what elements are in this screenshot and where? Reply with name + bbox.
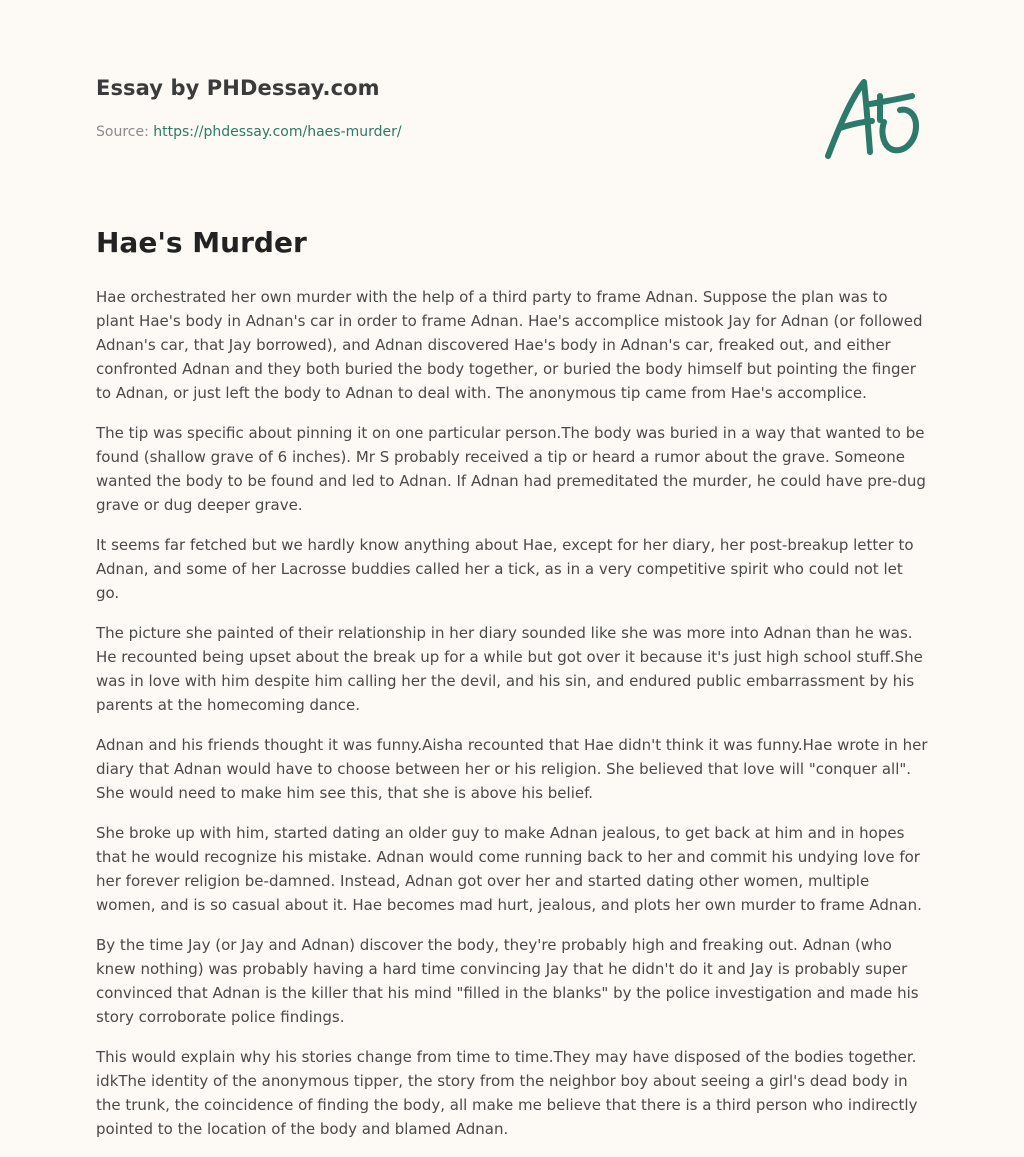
essay-paragraph: This would explain why his stories change from time to time.They may have disposed of the bodies together. idkThe identity of the anonymous tipper, the story from the neighbor boy about seeing a girl's dead body in the trunk, the coincidence of finding the body, all make me believe that there is a third person who indirectly pointed to the location of the body and blamed Adnan. <box>96 1048 918 1138</box>
essay-body <box>96 285 928 1157</box>
essay-paragraph: She broke up with him, started dating an older guy to make Adnan jealous, to get back at him and in hopes that he would recognize his mistake. Adnan would come running back to her and commit his undying love for her forever religion be-damned. Instead, Adnan got over her and started dating other women, multiple women, and is so casual about it. Hae becomes mad hurt, jealous, and plots her own murder to frame Adnan. <box>96 824 922 914</box>
essay-paragraph: The picture she painted of their relationship in her diary sounded like she was more into Adnan than he was. He recounted being upset about the break up for a while but got over it because it's just high school stuff.She was in love with him despite him calling her the devil, and his sin, and endured public embarrassment by his parents at the homecoming dance. <box>96 624 923 714</box>
essay-paragraph: It seems far fetched but we hardly know anything about Hae, except for her diary, her post-breakup letter to Adnan, and some of her Lacrosse buddies called her a tick, as in a very competitive spirit who could not let go. <box>96 536 914 602</box>
essay-paragraph: Hae orchestrated her own murder with the help of a third party to frame Adnan. Suppose the plan was to plant Hae's body in Adnan's car in order to frame Adnan. Hae's accomplice mistook Jay for Adnan (or followed Adnan's car, that Jay borrowed), and Adnan discovered Hae's body in Adnan's car, freaked out, and either confronted Adnan and they both buried the body together, or buried the body himself but pointing the finger to Adnan, or just left the body to Adnan to deal with. The anonymous tip came from Hae's accomplice. <box>96 288 923 402</box>
essay-paragraph: Adnan and his friends thought it was funny.Aisha recounted that Hae didn't think it was funny.Hae wrote in her diary that Adnan would have to choose between her or his religion. She believed that love will "conquer all". She would need to make him see this, that she is above his belief. <box>96 736 928 802</box>
essay-paragraph: The tip was specific about pinning it on one particular person.The body was buried in a way that wanted to be found (shallow grave of 6 inches). Mr S probably received a tip or heard a rumor about the grave. Someone wanted the body to be found and led to Adnan. If Adnan had premeditated the murder, he could have pre-dug grave or dug deeper grave. <box>96 424 926 514</box>
brand-title: Essay by PHDessay.com <box>96 76 380 100</box>
essay-paragraph: By the time Jay (or Jay and Adnan) discover the body, they're probably high and freaking out. Adnan (who knew nothing) was probably having a hard time convincing Jay that he didn't do it and Jay is probably super convinced that Adnan is the killer that his mind "filled in the blanks" by the police investigation and made his story corroborate police findings. <box>96 936 919 1026</box>
essay-title: Hae's Murder <box>96 226 307 259</box>
a-plus-logo-icon <box>822 70 926 164</box>
source-line <box>96 124 402 140</box>
source-label: Source: <box>96 124 154 140</box>
source-link[interactable]: https://phdessay.com/haes-murder/ <box>153 124 402 140</box>
